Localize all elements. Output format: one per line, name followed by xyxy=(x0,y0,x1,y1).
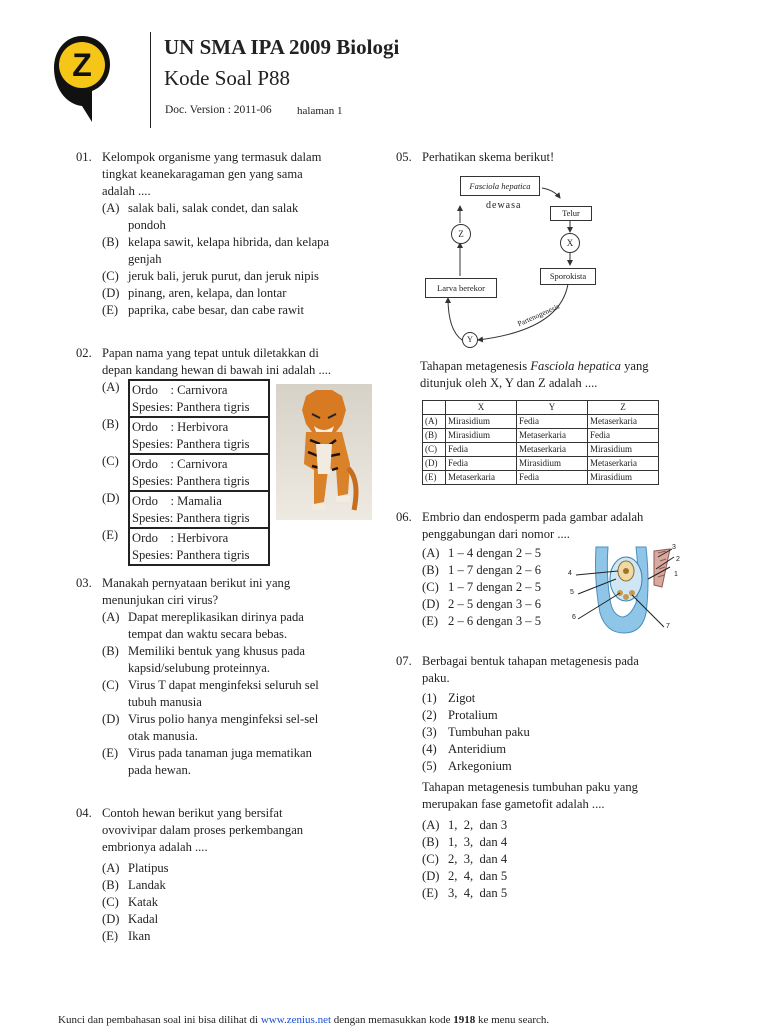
stem-line: embrionya adalah .... xyxy=(102,840,208,854)
question-number: 05. xyxy=(396,150,412,164)
table-row[interactable]: (B) Mirasidium Metaserkaria Fedia xyxy=(423,429,659,443)
option-d[interactable]: (D) Virus polio hanya menginfeksi sel-sel otak manusia. xyxy=(102,712,319,743)
sporokista-box: Sporokista xyxy=(540,268,596,285)
doc-version: Doc. Version : 2011-06 xyxy=(165,104,272,116)
option-e[interactable]: (E) 2 – 6 dengan 3 – 5 xyxy=(422,614,542,628)
option-d[interactable]: (D) Kadal xyxy=(102,912,159,926)
option-c[interactable]: (C) 2, 3, dan 4 xyxy=(422,852,508,866)
zenius-link[interactable]: www.zenius.net xyxy=(260,1014,332,1026)
table-row[interactable]: (A) Mirasidium Fedia Metaserkaria xyxy=(423,415,659,429)
question-07 xyxy=(396,653,716,902)
label-1: 1 xyxy=(674,571,678,578)
question-03 xyxy=(76,575,376,779)
list-item: (4) Anteridium xyxy=(422,742,507,756)
table-row[interactable]: (C) Fedia Metaserkaria Mirasidium xyxy=(423,443,659,457)
label-6: 6 xyxy=(572,614,576,621)
tiger-image xyxy=(276,384,372,520)
list-item: (3) Tumbuhan paku xyxy=(422,725,530,739)
cycle-arrows xyxy=(420,170,600,350)
dewasa-label: dewasa xyxy=(486,200,522,211)
stem-line: Perhatikan skema berikut! xyxy=(422,150,555,164)
ovule-figure xyxy=(566,543,686,635)
table-header-row: X Y Z xyxy=(423,401,659,415)
header-divider xyxy=(150,32,151,128)
page-number: halaman 1 xyxy=(297,105,343,117)
option-a[interactable]: (A) 1 – 4 dengan 2 – 5 xyxy=(422,546,542,560)
logo-icon xyxy=(52,34,112,126)
option-d[interactable]: (D) 2 – 5 dengan 3 – 6 xyxy=(422,597,542,611)
option-d[interactable]: (D) pinang, aren, kelapa, dan lontar xyxy=(102,286,287,300)
page-subtitle: Kode Soal P88 xyxy=(164,66,290,90)
stem-line: Contoh hewan berikut yang bersifat xyxy=(102,806,283,820)
stem-line: ovovivipar dalam proses perkembangan xyxy=(102,823,304,837)
option-a[interactable]: (A) Ordo : Carnivora Spesies: Panthera tigris xyxy=(102,379,331,416)
name-plate: Ordo : Carnivora Spesies: Panthera tigris xyxy=(128,453,270,490)
q05-question: Tahapan metagenesis Fasciola hepatica yang ditunjuk oleh X, Y dan Z adalah .... xyxy=(420,359,649,390)
option-a[interactable]: (A) Dapat mereplikasikan dirinya pada tempat dan waktu secara bebas. xyxy=(102,610,304,641)
question-number: 07. xyxy=(396,654,412,668)
partenogenesis-label: Partenogenesis xyxy=(516,301,561,329)
page-title: UN SMA IPA 2009 Biologi xyxy=(164,35,400,59)
option-e[interactable]: (E) paprika, cabe besar, dan cabe rawit xyxy=(102,303,305,317)
fasciola-box: Fasciola hepatica xyxy=(460,176,540,196)
label-7: 7 xyxy=(666,623,670,630)
option-d[interactable]: (D) Ordo : Mamalia Spesies: Panthera tigris xyxy=(102,490,331,527)
stem-line: penggabungan dari nomor .... xyxy=(422,527,570,541)
option-e[interactable]: (E) Ordo : Herbivora Spesies: Panthera tigris xyxy=(102,527,331,566)
stem-line: adalah .... xyxy=(102,184,151,198)
zenius-logo xyxy=(52,34,112,126)
question-number: 01. xyxy=(76,150,92,164)
stem-line: Kelompok organisme yang termasuk dalam xyxy=(102,150,322,164)
list-item: (1) Zigot xyxy=(422,691,476,705)
logo-letter: Z xyxy=(72,47,92,83)
stem-line: Embrio dan endosperm pada gambar adalah xyxy=(422,510,644,524)
option-c[interactable]: (C) Virus T dapat menginfeksi seluruh sel tubuh manusia xyxy=(102,678,319,709)
question-number: 04. xyxy=(76,806,92,820)
footer-note: Kunci dan pembahasan soal ini bisa dilihat di www.zenius.net dengan memasukkan kode 1918 ke menu search. xyxy=(58,1014,550,1026)
option-b[interactable]: (B) Memiliki bentuk yang khusus pada kapsid/selubung proteinnya. xyxy=(102,644,305,675)
fasciola-life-cycle-diagram xyxy=(420,170,600,350)
y-node: Y xyxy=(462,332,478,348)
question-01 xyxy=(76,149,376,319)
stem-line: tingkat keanekaragaman gen yang sama xyxy=(102,167,303,181)
stem-line: paku. xyxy=(422,671,450,685)
name-plate: Ordo : Carnivora Spesies: Panthera tigris xyxy=(128,379,270,416)
option-e[interactable]: (E) 3, 4, dan 5 xyxy=(422,886,508,900)
list-item: (2) Protalium xyxy=(422,708,498,722)
option-a[interactable]: (A) salak bali, salak condet, dan salak pondoh xyxy=(102,201,299,232)
stem-line: Berbagai bentuk tahapan metagenesis pada xyxy=(422,654,639,668)
option-d[interactable]: (D) 2, 4, dan 5 xyxy=(422,869,508,883)
table-row[interactable]: (E) Metaserkaria Fedia Mirasidium xyxy=(423,471,659,485)
option-c[interactable]: (C) 1 – 7 dengan 2 – 5 xyxy=(422,580,542,594)
option-a[interactable]: (A) 1, 2, dan 3 xyxy=(422,818,508,832)
option-c[interactable]: (C) Katak xyxy=(102,895,159,909)
stem-line: Papan nama yang tepat untuk diletakkan di xyxy=(102,346,319,360)
question-number: 02. xyxy=(76,346,92,360)
table-row[interactable]: (D) Fedia Mirasidium Metaserkaria xyxy=(423,457,659,471)
question-number: 03. xyxy=(76,576,92,590)
label-5: 5 xyxy=(570,589,574,596)
label-3: 3 xyxy=(672,544,676,551)
option-e[interactable]: (E) Virus pada tanaman juga mematikan pada hewan. xyxy=(102,746,312,777)
question-05 xyxy=(396,149,716,166)
name-plate: Ordo : Herbivora Spesies: Panthera tigris xyxy=(128,527,270,566)
stem-line: Manakah pernyataan berikut ini yang xyxy=(102,576,291,590)
question-line: merupakan fase gametofit adalah .... xyxy=(422,797,605,811)
telur-box: Telur xyxy=(550,206,592,221)
question-line: Tahapan metagenesis tumbuhan paku yang xyxy=(422,780,638,794)
question-04 xyxy=(76,805,376,945)
option-a[interactable]: (A) Platipus xyxy=(102,861,169,875)
list-item: (5) Arkegonium xyxy=(422,759,512,773)
option-b[interactable]: (B) 1 – 7 dengan 2 – 6 xyxy=(422,563,542,577)
option-c[interactable]: (C) jeruk bali, jeruk purut, dan jeruk nipis xyxy=(102,269,319,283)
option-b[interactable]: (B) Ordo : Herbivora Spesies: Panthera tigris xyxy=(102,416,331,453)
option-e[interactable]: (E) Ikan xyxy=(102,929,151,943)
option-b[interactable]: (B) 1, 3, dan 4 xyxy=(422,835,508,849)
label-4: 4 xyxy=(568,570,572,577)
option-b[interactable]: (B) kelapa sawit, kelapa hibrida, dan kelapa genjah xyxy=(102,235,330,266)
option-b[interactable]: (B) Landak xyxy=(102,878,166,892)
stem-line: menunjukan ciri virus? xyxy=(102,593,219,607)
option-c[interactable]: (C) Ordo : Carnivora Spesies: Panthera tigris xyxy=(102,453,331,490)
answer-table xyxy=(422,400,659,485)
label-2: 2 xyxy=(676,556,680,563)
stem-line: depan kandang hewan di bawah ini adalah .... xyxy=(102,363,332,377)
name-plate: Ordo : Herbivora Spesies: Panthera tigris xyxy=(128,416,270,453)
larva-box: Larva berekor xyxy=(425,278,497,298)
x-node: X xyxy=(560,233,580,253)
z-node: Z xyxy=(451,224,471,244)
question-number: 06. xyxy=(396,510,412,524)
name-plate: Ordo : Mamalia Spesies: Panthera tigris xyxy=(128,490,270,527)
